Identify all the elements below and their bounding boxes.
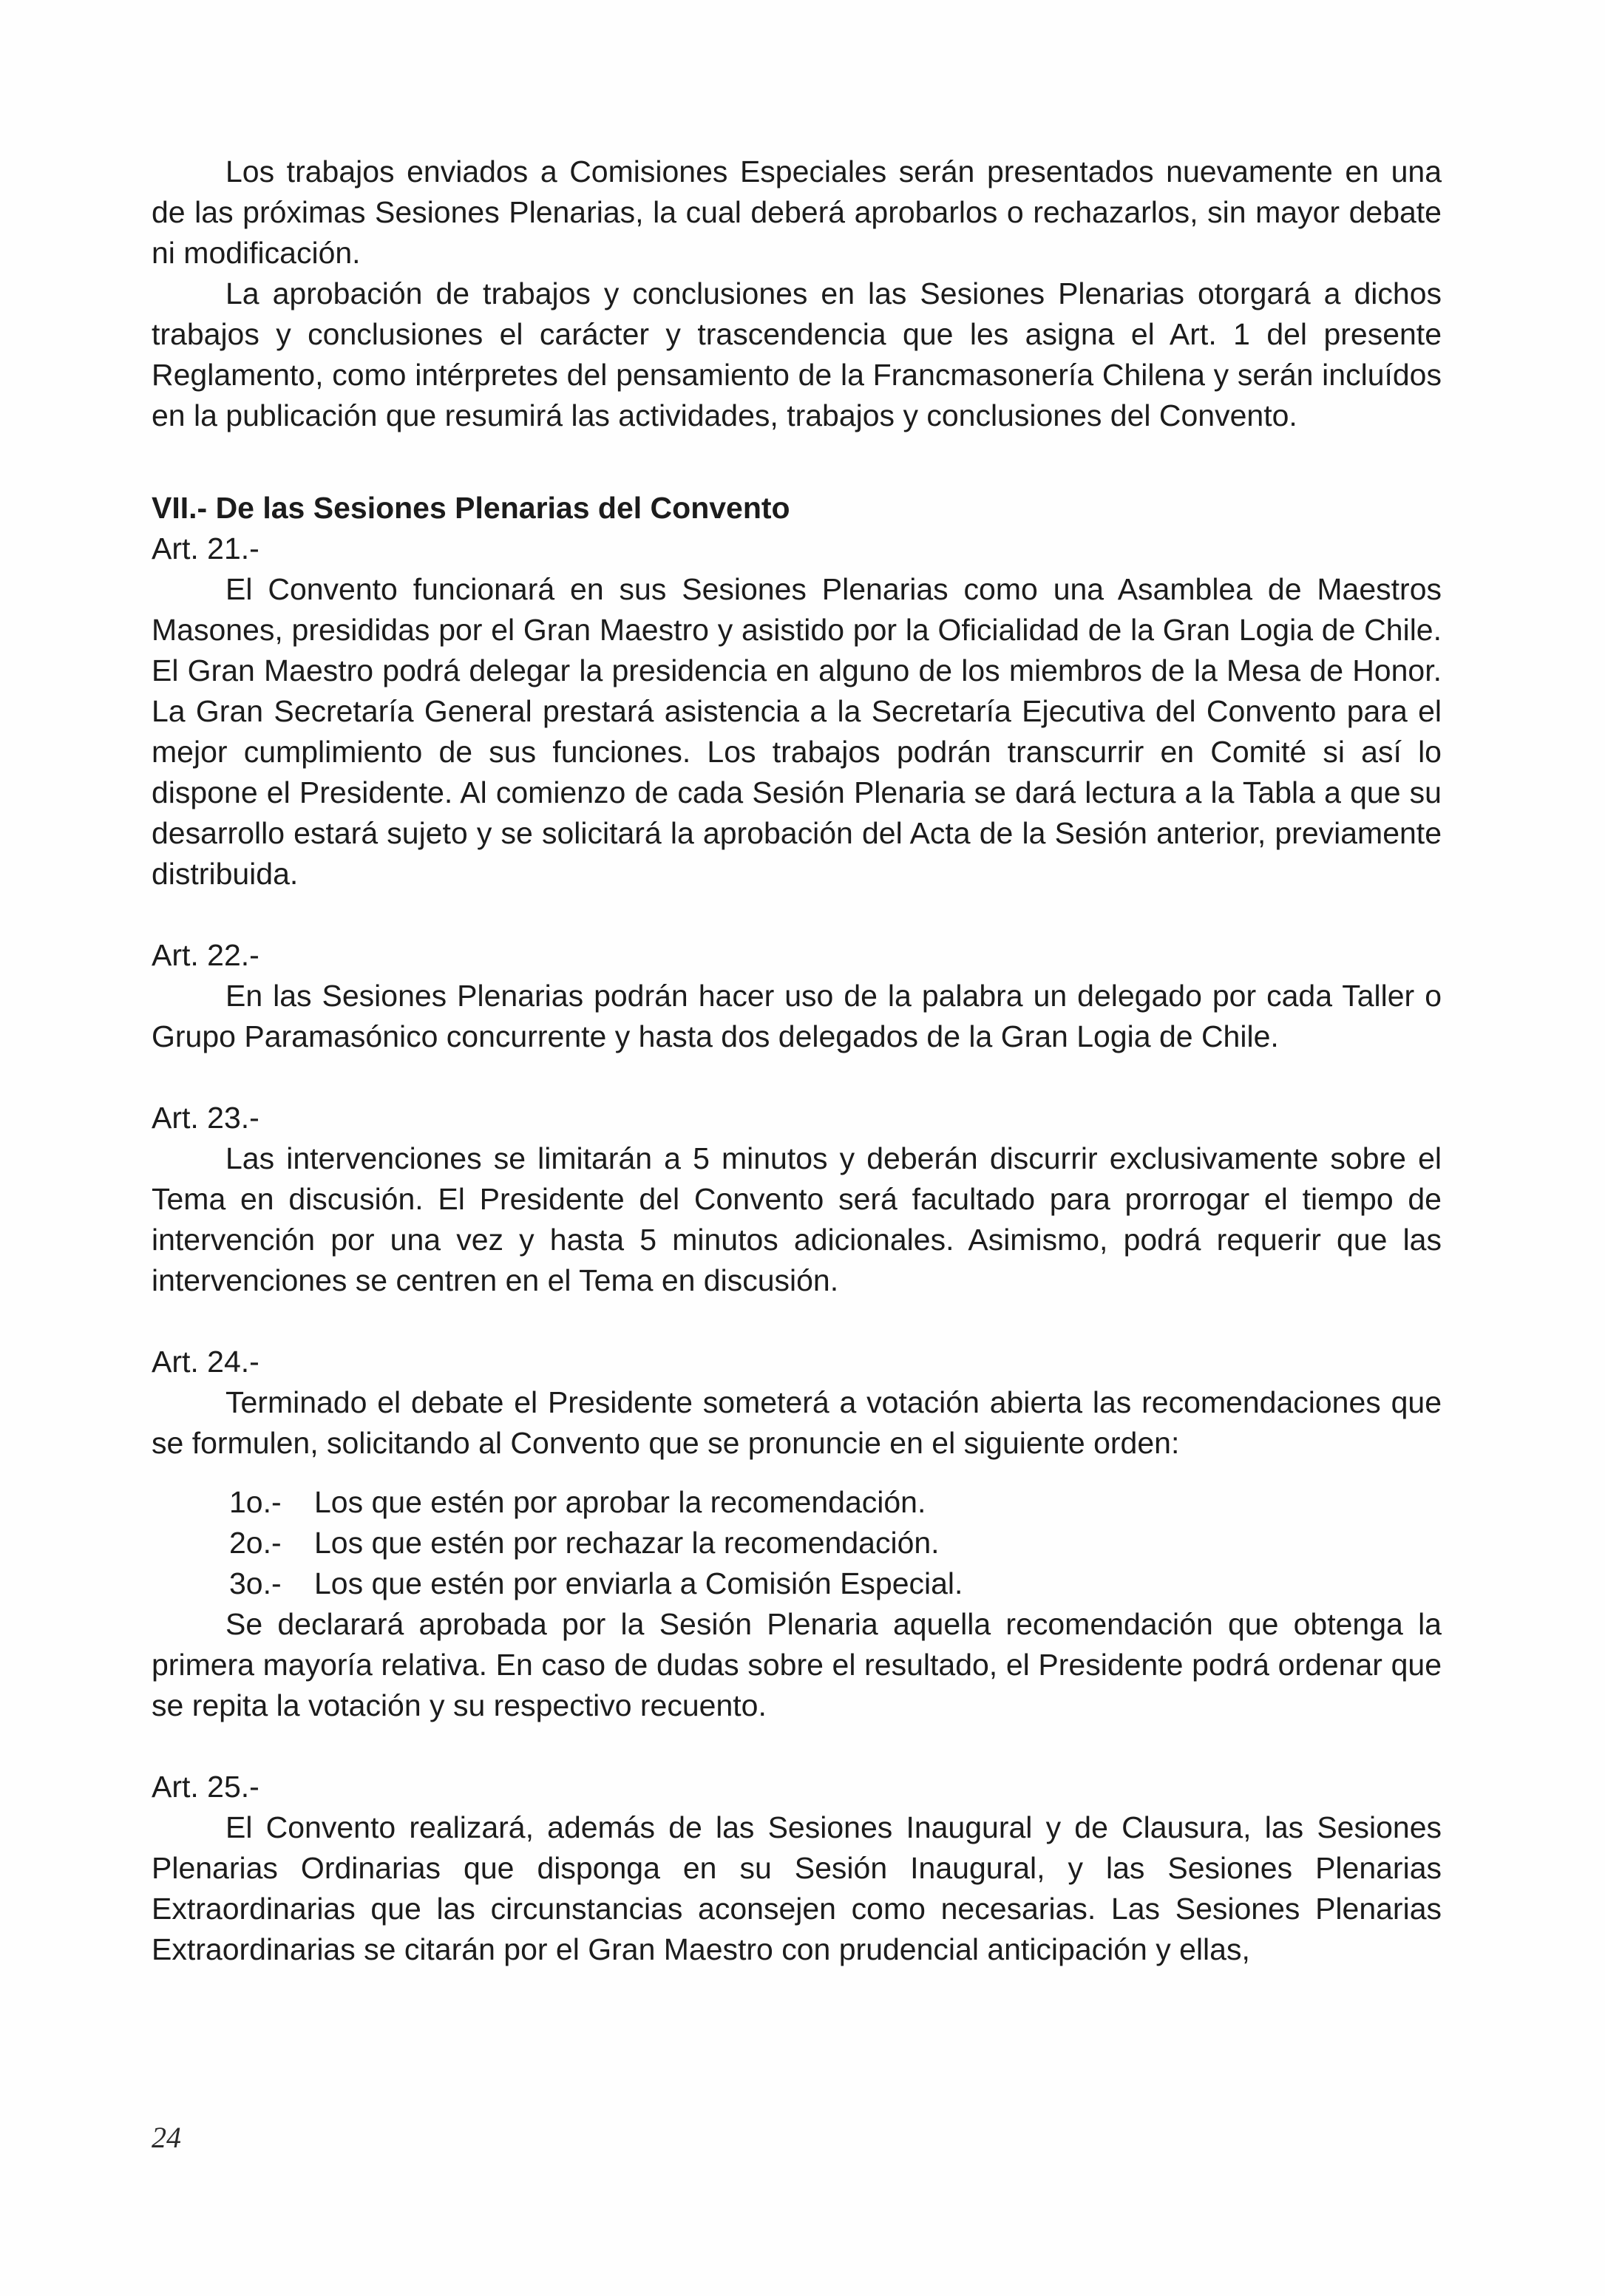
article-label: Art. 23.- xyxy=(152,1101,259,1135)
section-heading: VII.- De las Sesiones Plenarias del Convento xyxy=(152,491,790,525)
article-paragraph: Terminado el debate el Presidente someterá a votación abierta las recomendaciones que se formulen, solicitando al Convento que se pronuncie en el siguiente orden: xyxy=(152,1385,1442,1460)
article-label: Art. 22.- xyxy=(152,938,259,972)
list-item-number: 1o.- xyxy=(229,1485,282,1519)
article-paragraph: El Convento funcionará en sus Sesiones Plenarias como una Asamblea de Maestros Masones, presididas por el Gran Maestro y asistido por la Oficialidad de la Gran Logia de Chile. El Gran Maestro podrá delegar la presidencia en alguno de los miembros de la Mesa de Honor. La Gran Secretaría General prestará asistencia a la Secretaría Ejecutiva del Convento para el mejor cumplimiento de sus funciones. Los trabajos podrán transcurrir en Comité si así lo dispone el Presidente. Al comienzo de cada Sesión Plenaria se dará lectura a la Tabla a que su desarrollo estará sujeto y se solicitará la aprobación del Acta de la Sesión anterior, previamente distribuida. xyxy=(152,572,1442,891)
article-22 xyxy=(152,935,1442,1057)
article-21 xyxy=(152,529,1442,894)
article-label: Art. 25.- xyxy=(152,1770,259,1804)
list-item xyxy=(229,1523,1442,1563)
article-paragraph: En las Sesiones Plenarias podrán hacer uso de la palabra un delegado por cada Taller o Grupo Paramasónico concurrente y hasta dos delegados de la Gran Logia de Chile. xyxy=(152,979,1442,1053)
article-24 xyxy=(152,1342,1442,1726)
list-item-number: 3o.- xyxy=(229,1566,282,1600)
page-body xyxy=(152,152,1442,1970)
voting-order-list xyxy=(152,1482,1442,1604)
list-item-text: Los que estén por rechazar la recomendación. xyxy=(314,1526,940,1560)
article-paragraph: Las intervenciones se limitarán a 5 minutos y deberán discurrir exclusivamente sobre el Tema en discusión. El Presidente del Convento será facultado para prorrogar el tiempo de intervención por una vez y hasta 5 minutos adicionales. Asimismo, podrá requerir que las intervenciones se centren en el Tema en discusión. xyxy=(152,1141,1442,1297)
list-item xyxy=(229,1563,1442,1604)
intro-paragraph-2: La aprobación de trabajos y conclusiones en las Sesiones Plenarias otorgará a dichos trabajos y conclusiones el carácter y trascendencia que les asigna el Art. 1 del presente Reglamento, como intérpretes del pensamiento de la Francmasonería Chilena y serán incluídos en la publicación que resumirá las actividades, trabajos y conclusiones del Convento. xyxy=(152,276,1442,432)
article-closing-paragraph: Se declarará aprobada por la Sesión Plenaria aquella recomendación que obtenga la primera mayoría relativa. En caso de dudas sobre el resultado, el Presidente podrá ordenar que se repita la votación y su respectivo recuento. xyxy=(152,1607,1442,1722)
list-item xyxy=(229,1482,1442,1523)
page-number: 24 xyxy=(152,2121,181,2154)
article-25 xyxy=(152,1767,1442,1970)
article-label: Art. 24.- xyxy=(152,1345,259,1379)
list-item-text: Los que estén por enviarla a Comisión Especial. xyxy=(314,1566,963,1600)
article-23 xyxy=(152,1098,1442,1301)
article-label: Art. 21.- xyxy=(152,531,259,565)
intro-paragraph-1: Los trabajos enviados a Comisiones Especiales serán presentados nuevamente en una de las próximas Sesiones Plenarias, la cual deberá aprobarlos o rechazarlos, sin mayor debate ni modificación. xyxy=(152,154,1442,270)
article-paragraph: El Convento realizará, además de las Sesiones Inaugural y de Clausura, las Sesiones Plenarias Ordinarias que disponga en su Sesión Inaugural, y las Sesiones Plenarias Extraordinarias que las circunstancias aconsejen como necesarias. Las Sesiones Plenarias Extraordinarias se citarán por el Gran Maestro con prudencial anticipación y ellas, xyxy=(152,1810,1442,1966)
list-item-text: Los que estén por aprobar la recomendación. xyxy=(314,1485,926,1519)
list-item-number: 2o.- xyxy=(229,1526,282,1560)
